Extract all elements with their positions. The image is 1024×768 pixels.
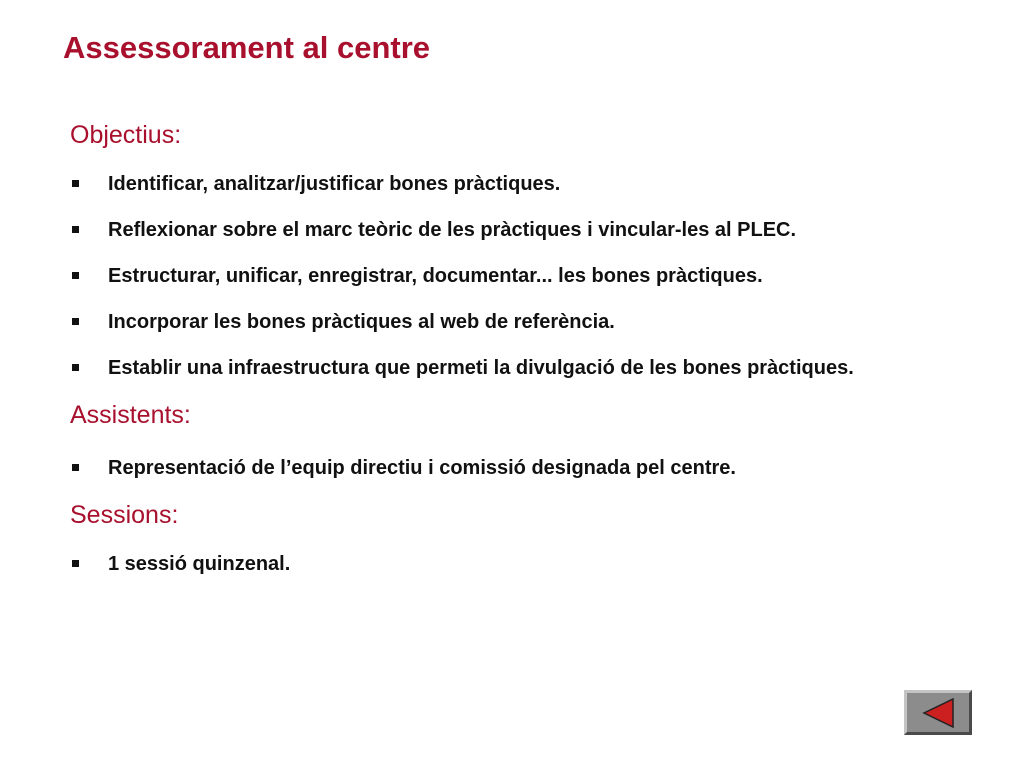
assistents-list [70,453,984,483]
list-item [70,549,984,579]
list-item-text: Incorporar les bones pràctiques al web de referència. [108,311,615,333]
triangle-left-icon [922,698,956,728]
list-item [70,215,984,245]
previous-slide-button[interactable] [904,690,972,735]
slide-content [70,119,984,579]
list-item-text: Identificar, analitzar/justificar bones pràctiques. [108,173,561,195]
list-item [70,307,984,337]
list-item [70,169,984,199]
list-item-text: Estructurar, unificar, enregistrar, documentar... les bones pràctiques. [108,265,763,287]
square-bullet-icon [72,180,79,187]
sessions-list [70,549,984,579]
list-item-text: 1 sessió quinzenal. [108,553,291,575]
section-objectius [70,119,984,383]
section-sessions [70,499,984,579]
list-item [70,353,984,383]
list-item-text: Representació de l’equip directiu i comissió designada pel centre. [108,457,736,479]
section-heading-assistents: Assistents: [70,401,191,429]
list-item-text: Establir una infraestructura que permeti la divulgació de les bones pràctiques. [108,357,854,379]
square-bullet-icon [72,272,79,279]
section-heading-sessions: Sessions: [70,501,179,529]
section-assistents [70,399,984,483]
square-bullet-icon [72,560,79,567]
list-item [70,453,984,483]
objectius-list [70,169,984,383]
slide-title: Assessorament al centre [63,30,431,65]
section-heading-objectius: Objectius: [70,121,182,149]
list-item-text: Reflexionar sobre el marc teòric de les pràctiques i vincular-les al PLEC. [108,219,797,241]
square-bullet-icon [72,318,79,325]
square-bullet-icon [72,226,79,233]
list-item [70,261,984,291]
square-bullet-icon [72,364,79,371]
square-bullet-icon [72,464,79,471]
